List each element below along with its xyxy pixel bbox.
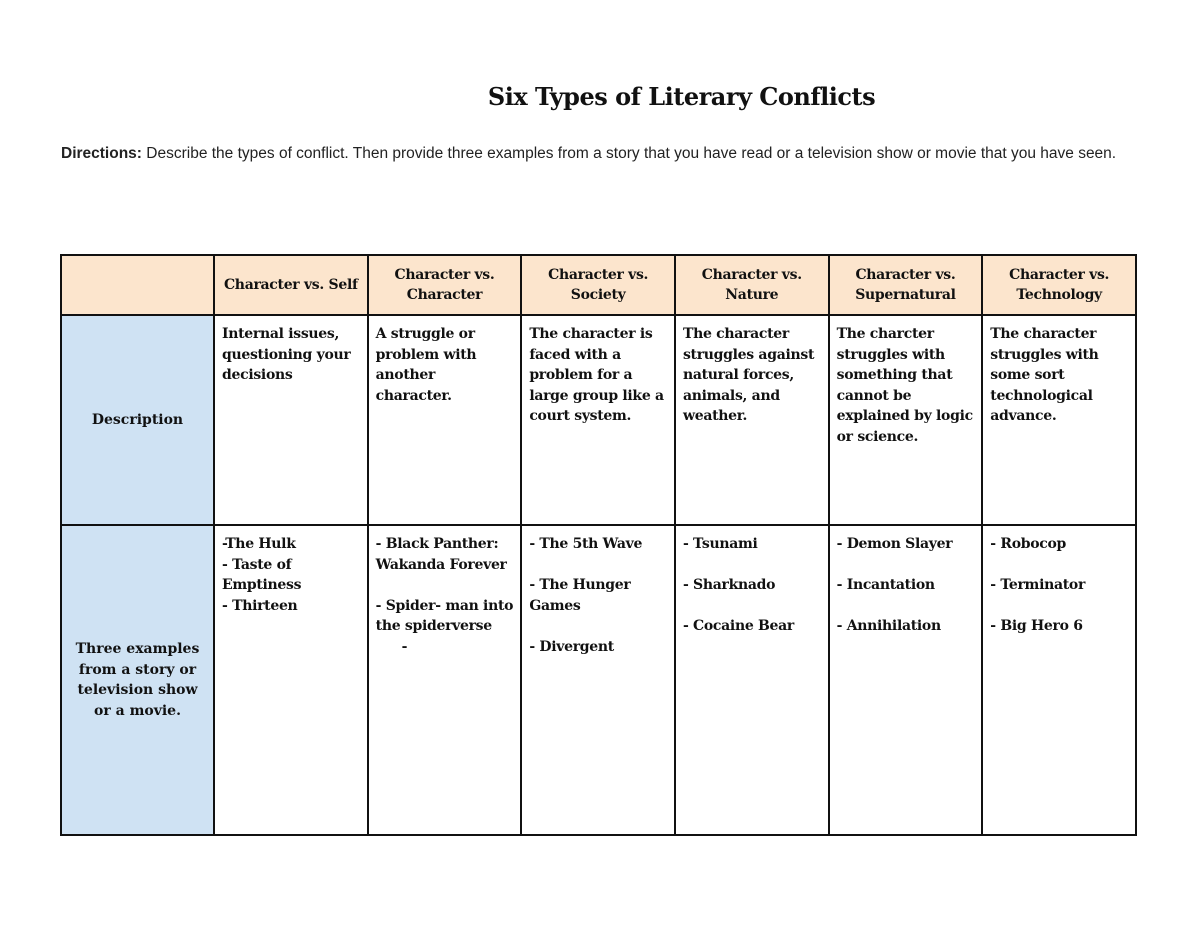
header-cell-empty bbox=[61, 255, 214, 315]
example-item: - Cocaine Bear bbox=[682, 618, 794, 634]
header-row bbox=[61, 255, 1136, 315]
example-spacer bbox=[990, 555, 1128, 576]
example-spacer bbox=[376, 575, 514, 596]
description-nature: The character struggles against natural forces, animals, and weather. bbox=[675, 315, 829, 525]
description-self: Internal issues, questioning your decisions bbox=[214, 315, 368, 525]
example-spacer bbox=[837, 555, 975, 576]
example-item: - Sharknado bbox=[682, 577, 776, 593]
example-item: - Annihilation bbox=[836, 618, 941, 634]
examples-technology bbox=[982, 525, 1136, 835]
description-label: Description bbox=[61, 315, 214, 525]
example-item: -The Hulk bbox=[222, 536, 296, 552]
examples-label: Three examples from a story or television show or a movie. bbox=[61, 525, 214, 835]
description-row bbox=[61, 315, 1136, 525]
conflicts-table bbox=[60, 254, 1137, 836]
examples-supernatural bbox=[829, 525, 983, 835]
description-society: The character is faced with a problem for a large group like a court system. bbox=[521, 315, 675, 525]
example-spacer bbox=[683, 555, 821, 576]
header-character-vs-self: Character vs. Self bbox=[214, 255, 368, 315]
header-character-vs-nature: Character vs. Nature bbox=[675, 255, 829, 315]
example-spacer bbox=[529, 555, 667, 576]
directions bbox=[61, 143, 1131, 165]
example-item: - Terminator bbox=[990, 577, 1086, 593]
description-supernatural: The charcter struggles with something that cannot be explained by logic or science. bbox=[829, 315, 983, 525]
example-spacer bbox=[683, 596, 821, 617]
example-item: - Thirteen bbox=[222, 597, 298, 614]
header-character-vs-society: Character vs. Society bbox=[521, 255, 675, 315]
directions-label: Directions: bbox=[61, 145, 142, 162]
example-item: - Robocop bbox=[990, 536, 1067, 552]
example-item: - Demon Slayer bbox=[836, 536, 953, 552]
example-spacer bbox=[529, 616, 667, 637]
example-item: - The 5th Wave bbox=[529, 536, 643, 552]
example-item: - Spider- man into the spiderverse bbox=[375, 597, 514, 634]
header-character-vs-character: Character vs. Character bbox=[368, 255, 522, 315]
description-technology: The character struggles with some sort technological advance. bbox=[982, 315, 1136, 525]
examples-nature bbox=[675, 525, 829, 835]
header-character-vs-supernatural: Character vs. Supernatural bbox=[829, 255, 983, 315]
examples-character bbox=[368, 525, 522, 835]
example-item: - Big Hero 6 bbox=[990, 618, 1083, 634]
example-item: - Incantation bbox=[836, 577, 935, 593]
directions-text: Describe the types of conflict. Then provide three examples from a story that you have read or a television show or movie that you have seen. bbox=[141, 145, 1117, 162]
examples-self bbox=[214, 525, 368, 835]
header-character-vs-technology: Character vs. Technology bbox=[982, 255, 1136, 315]
example-spacer bbox=[837, 596, 975, 617]
example-item: - Taste of Emptiness bbox=[222, 556, 302, 593]
example-item: - Divergent bbox=[529, 638, 614, 655]
page-title: Six Types of Literary Conflicts bbox=[487, 82, 876, 111]
example-item: - Tsunami bbox=[682, 536, 758, 552]
description-character: A struggle or problem with another character. bbox=[368, 315, 522, 525]
examples-row bbox=[61, 525, 1136, 835]
example-item: - The Hunger Games bbox=[529, 577, 631, 614]
example-spacer bbox=[990, 596, 1128, 617]
example-item: - bbox=[401, 638, 408, 655]
examples-society bbox=[521, 525, 675, 835]
example-item: - Black Panther: Wakanda Forever bbox=[375, 536, 507, 573]
